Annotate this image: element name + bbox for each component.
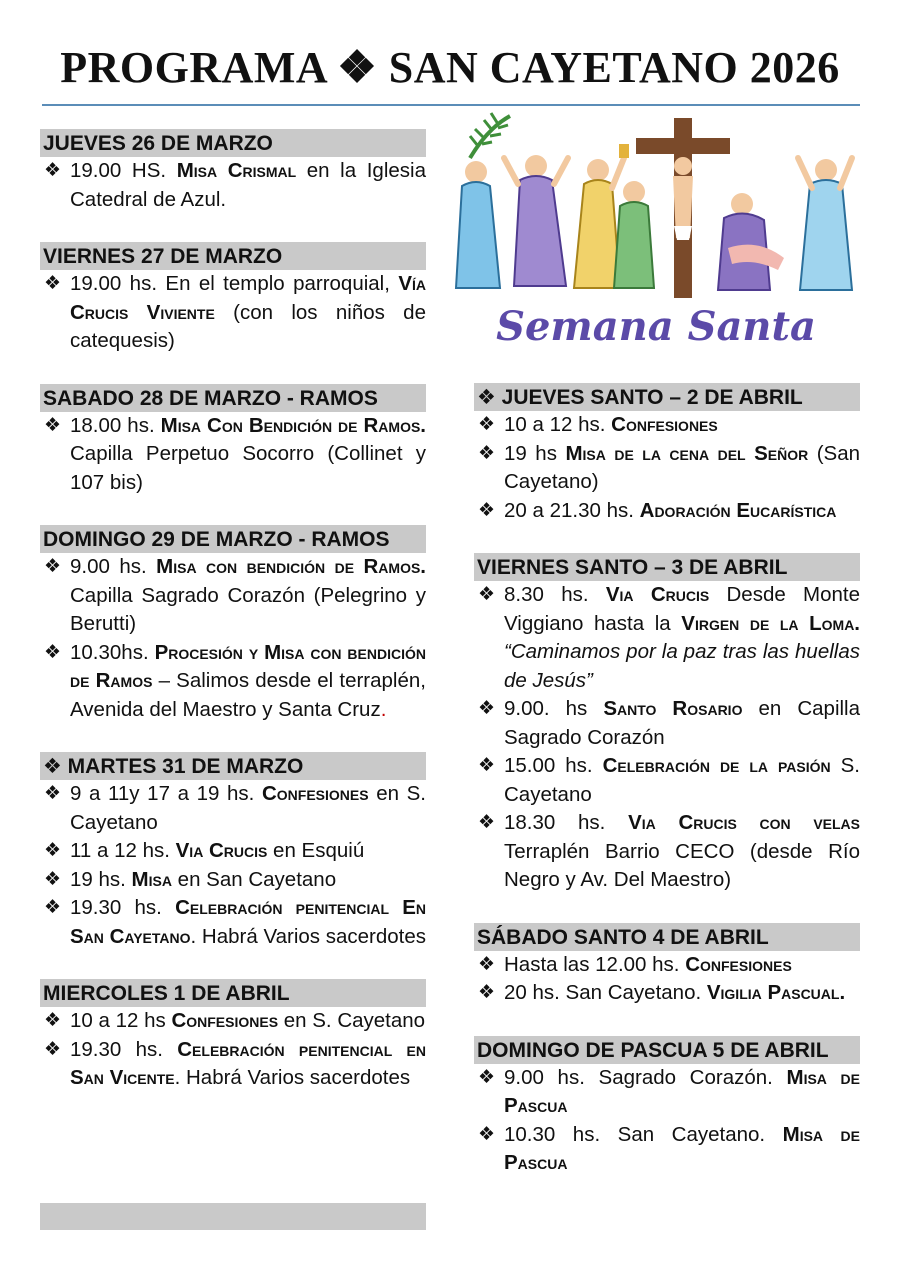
schedule-item xyxy=(474,440,860,497)
day-header: DOMINGO DE PASCUA 5 DE ABRIL xyxy=(474,1036,860,1064)
item-text: 9.00 hs. xyxy=(70,555,157,578)
event-name: Santo Rosario xyxy=(603,697,743,720)
event-name: Misa de Pascua xyxy=(504,1065,861,1117)
schedule-item xyxy=(474,979,860,1008)
schedule-item xyxy=(40,1036,426,1093)
schedule-item xyxy=(40,866,426,895)
diamond-bullet-icon: ❖ xyxy=(44,414,62,436)
item-text: en S. Cayetano xyxy=(278,1009,426,1032)
diamond-bullet-icon: ❖ xyxy=(44,1038,62,1060)
diamond-bullet-icon: ❖ xyxy=(478,953,496,975)
diamond-bullet-icon: ❖ xyxy=(478,1066,496,1088)
item-text: 20 a 21.30 hs. xyxy=(504,498,640,522)
event-name: Confesiones xyxy=(261,782,369,805)
schedule-item xyxy=(474,497,860,526)
item-text: en S. Cayetano xyxy=(70,782,426,834)
schedule-day xyxy=(474,1036,860,1178)
schedule-item xyxy=(40,553,426,639)
event-name: Celebración penitencial en San Vicente xyxy=(70,1037,426,1089)
item-text: en Esquiú xyxy=(267,839,365,862)
item-text: en Capilla Sagrado Corazón xyxy=(504,697,861,749)
diamond-bullet-icon: ❖ xyxy=(478,982,496,1003)
schedule-item xyxy=(40,157,426,214)
schedule-day xyxy=(40,752,426,951)
title-divider xyxy=(42,104,860,106)
schedule-item xyxy=(40,270,426,356)
item-text: 9.00 hs. Sagrado Corazón. xyxy=(504,1065,787,1089)
schedule-day xyxy=(40,242,426,356)
item-text: 10 a 12 hs. xyxy=(504,413,612,436)
diamond-bullet-icon: ❖ xyxy=(44,556,62,577)
event-name: Misa de la cena del Señor xyxy=(565,441,809,465)
day-header: SÁBADO SANTO 4 DE ABRIL xyxy=(474,923,860,951)
schedule-item xyxy=(40,412,426,498)
right-column xyxy=(474,383,860,1206)
item-text: 9 a 11y 17 a 19 hs. xyxy=(70,782,262,805)
schedule-item xyxy=(40,780,426,837)
event-name: Misa Con Bendición de Ramos. xyxy=(160,413,426,437)
item-text: 10.30hs. xyxy=(70,640,155,664)
item-text: 19.00 hs. En el templo parroquial, xyxy=(70,272,399,295)
item-text: (con los niños de catequesis) xyxy=(70,300,426,352)
day-header: JUEVES 26 DE MARZO xyxy=(40,129,426,157)
schedule-item xyxy=(474,951,860,980)
day-header: VIERNES 27 DE MARZO xyxy=(40,242,426,270)
item-text: Capilla Sagrado Corazón (Pelegrino y Berutti) xyxy=(70,583,426,635)
event-name: Confesiones xyxy=(685,952,792,976)
item-text: 11 a 12 hs. xyxy=(70,839,176,862)
event-name: Celebración penitencial En San Cayetano xyxy=(70,896,426,948)
schedule-item xyxy=(40,894,426,951)
schedule-day xyxy=(40,384,426,498)
event-name: Misa Crismal xyxy=(176,159,297,182)
item-text: 10 a 12 hs xyxy=(70,1009,172,1032)
footer-bar xyxy=(40,1203,426,1230)
item-text: 18.30 hs. xyxy=(504,811,629,834)
item-text: S. Cayetano xyxy=(504,754,860,806)
schedule-item xyxy=(474,695,860,752)
diamond-bullet-icon: ❖ xyxy=(44,160,62,181)
schedule-day xyxy=(40,129,426,214)
event-name: Vía Crucis Viviente xyxy=(70,272,426,324)
item-text: Capilla Perpetuo Socorro (Collinet y 107 bis) xyxy=(70,442,426,494)
event-name: Confesiones xyxy=(171,1009,279,1032)
schedule-item xyxy=(474,1121,860,1178)
item-text: . Habrá Varios sacerdotes xyxy=(190,924,427,948)
event-name: Procesión y Misa con bendición de Ramos xyxy=(70,640,426,692)
item-text: Terraplén Barrio CECO (desde Río Negro y Av. Del Maestro) xyxy=(504,839,860,891)
event-name: Vigilia Pascual. xyxy=(706,981,846,1004)
event-name: Confesiones xyxy=(611,413,718,436)
schedule-day xyxy=(474,383,860,525)
diamond-bullet-icon: ❖ xyxy=(44,897,62,918)
day-header: ❖ MARTES 31 DE MARZO xyxy=(40,752,426,780)
diamond-bullet-icon: ❖ xyxy=(478,812,496,833)
diamond-bullet-icon: ❖ xyxy=(478,1123,496,1145)
event-name: Misa con bendición de Ramos. xyxy=(156,555,426,578)
diamond-bullet-icon: ❖ xyxy=(44,868,62,890)
diamond-bullet-icon: ❖ xyxy=(478,698,496,719)
day-header: VIERNES SANTO – 3 DE ABRIL xyxy=(474,553,860,581)
item-text: 18.00 hs. xyxy=(70,413,161,437)
diamond-bullet-icon: ❖ xyxy=(44,840,62,861)
schedule-item xyxy=(474,1064,860,1121)
schedule-item xyxy=(474,752,860,809)
item-text: en San Cayetano xyxy=(171,867,337,891)
schedule-day xyxy=(474,553,860,895)
diamond-bullet-icon: ❖ xyxy=(44,641,62,663)
page-title: PROGRAMA ❖ SAN CAYETANO 2026 xyxy=(60,43,840,92)
item-text: 20 hs. San Cayetano. xyxy=(504,981,707,1004)
schedule-item xyxy=(474,411,860,440)
schedule-day xyxy=(40,525,426,724)
diamond-bullet-icon: ❖ xyxy=(478,414,496,435)
figure-robe xyxy=(456,182,500,288)
item-text: 19 hs. xyxy=(70,867,132,891)
item-text: en la Iglesia Catedral de Azul. xyxy=(70,159,426,211)
item-text: 19.00 HS. xyxy=(70,159,177,182)
event-name: Misa de Pascua xyxy=(504,1122,860,1174)
schedule-item xyxy=(40,1007,426,1036)
day-header: MIERCOLES 1 DE ABRIL xyxy=(40,979,426,1007)
item-text: – Salimos desde el terraplén, Avenida del Maestro y Santa Cruz xyxy=(70,669,426,721)
left-column xyxy=(40,129,426,1121)
schedule-item xyxy=(474,809,860,895)
diamond-bullet-icon: ❖ xyxy=(478,755,496,776)
schedule-item xyxy=(474,581,860,695)
event-name: Virgen de la Loma. xyxy=(681,611,861,635)
illustration-caption: Semana Santa xyxy=(496,303,816,350)
schedule-item xyxy=(40,837,426,866)
item-text: (San Cayetano) xyxy=(504,441,860,493)
diamond-bullet-icon: ❖ xyxy=(44,273,62,294)
diamond-bullet-icon: ❖ xyxy=(478,442,496,464)
item-text: 9.00. hs xyxy=(504,697,604,720)
item-text: Desde Monte Viggiano hasta la xyxy=(504,583,861,635)
item-text: “Caminamos por la paz tras las huellas de Jesús” xyxy=(504,640,860,692)
figure-head xyxy=(465,161,487,183)
item-text: 8.30 hs. xyxy=(504,583,606,606)
diamond-bullet-icon: ❖ xyxy=(478,584,496,605)
event-name: Via Crucis xyxy=(175,839,268,862)
item-text: 10.30 hs. San Cayetano. xyxy=(504,1122,783,1146)
item-text: Hasta las 12.00 hs. xyxy=(504,952,686,976)
semana-santa-illustration xyxy=(448,108,860,360)
event-name: Celebración de la pasión xyxy=(602,754,831,777)
day-header: ❖ JUEVES SANTO – 2 DE ABRIL xyxy=(474,383,860,411)
item-text: 19 hs xyxy=(504,441,566,465)
item-text: . xyxy=(380,697,387,721)
diamond-bullet-icon: ❖ xyxy=(44,783,62,804)
palm-icon xyxy=(470,116,510,158)
schedule-day xyxy=(474,923,860,1008)
diamond-bullet-icon: ❖ xyxy=(478,499,496,521)
item-text: . Habrá Varios sacerdotes xyxy=(174,1066,411,1089)
item-text: 19.30 hs. xyxy=(70,896,176,919)
day-header: SABADO 28 DE MARZO - RAMOS xyxy=(40,384,426,412)
event-name: Via Crucis xyxy=(605,583,710,606)
day-header: DOMINGO 29 DE MARZO - RAMOS xyxy=(40,525,426,553)
item-text: 15.00 hs. xyxy=(504,754,603,777)
item-text: 19.30 hs. xyxy=(70,1037,178,1061)
event-name: Via Crucis con velas xyxy=(628,811,860,834)
event-name: Misa xyxy=(131,867,172,891)
schedule-day xyxy=(40,979,426,1093)
diamond-bullet-icon: ❖ xyxy=(44,1010,62,1031)
event-name: Adoración Eucarística xyxy=(639,498,837,522)
schedule-item xyxy=(40,639,426,725)
